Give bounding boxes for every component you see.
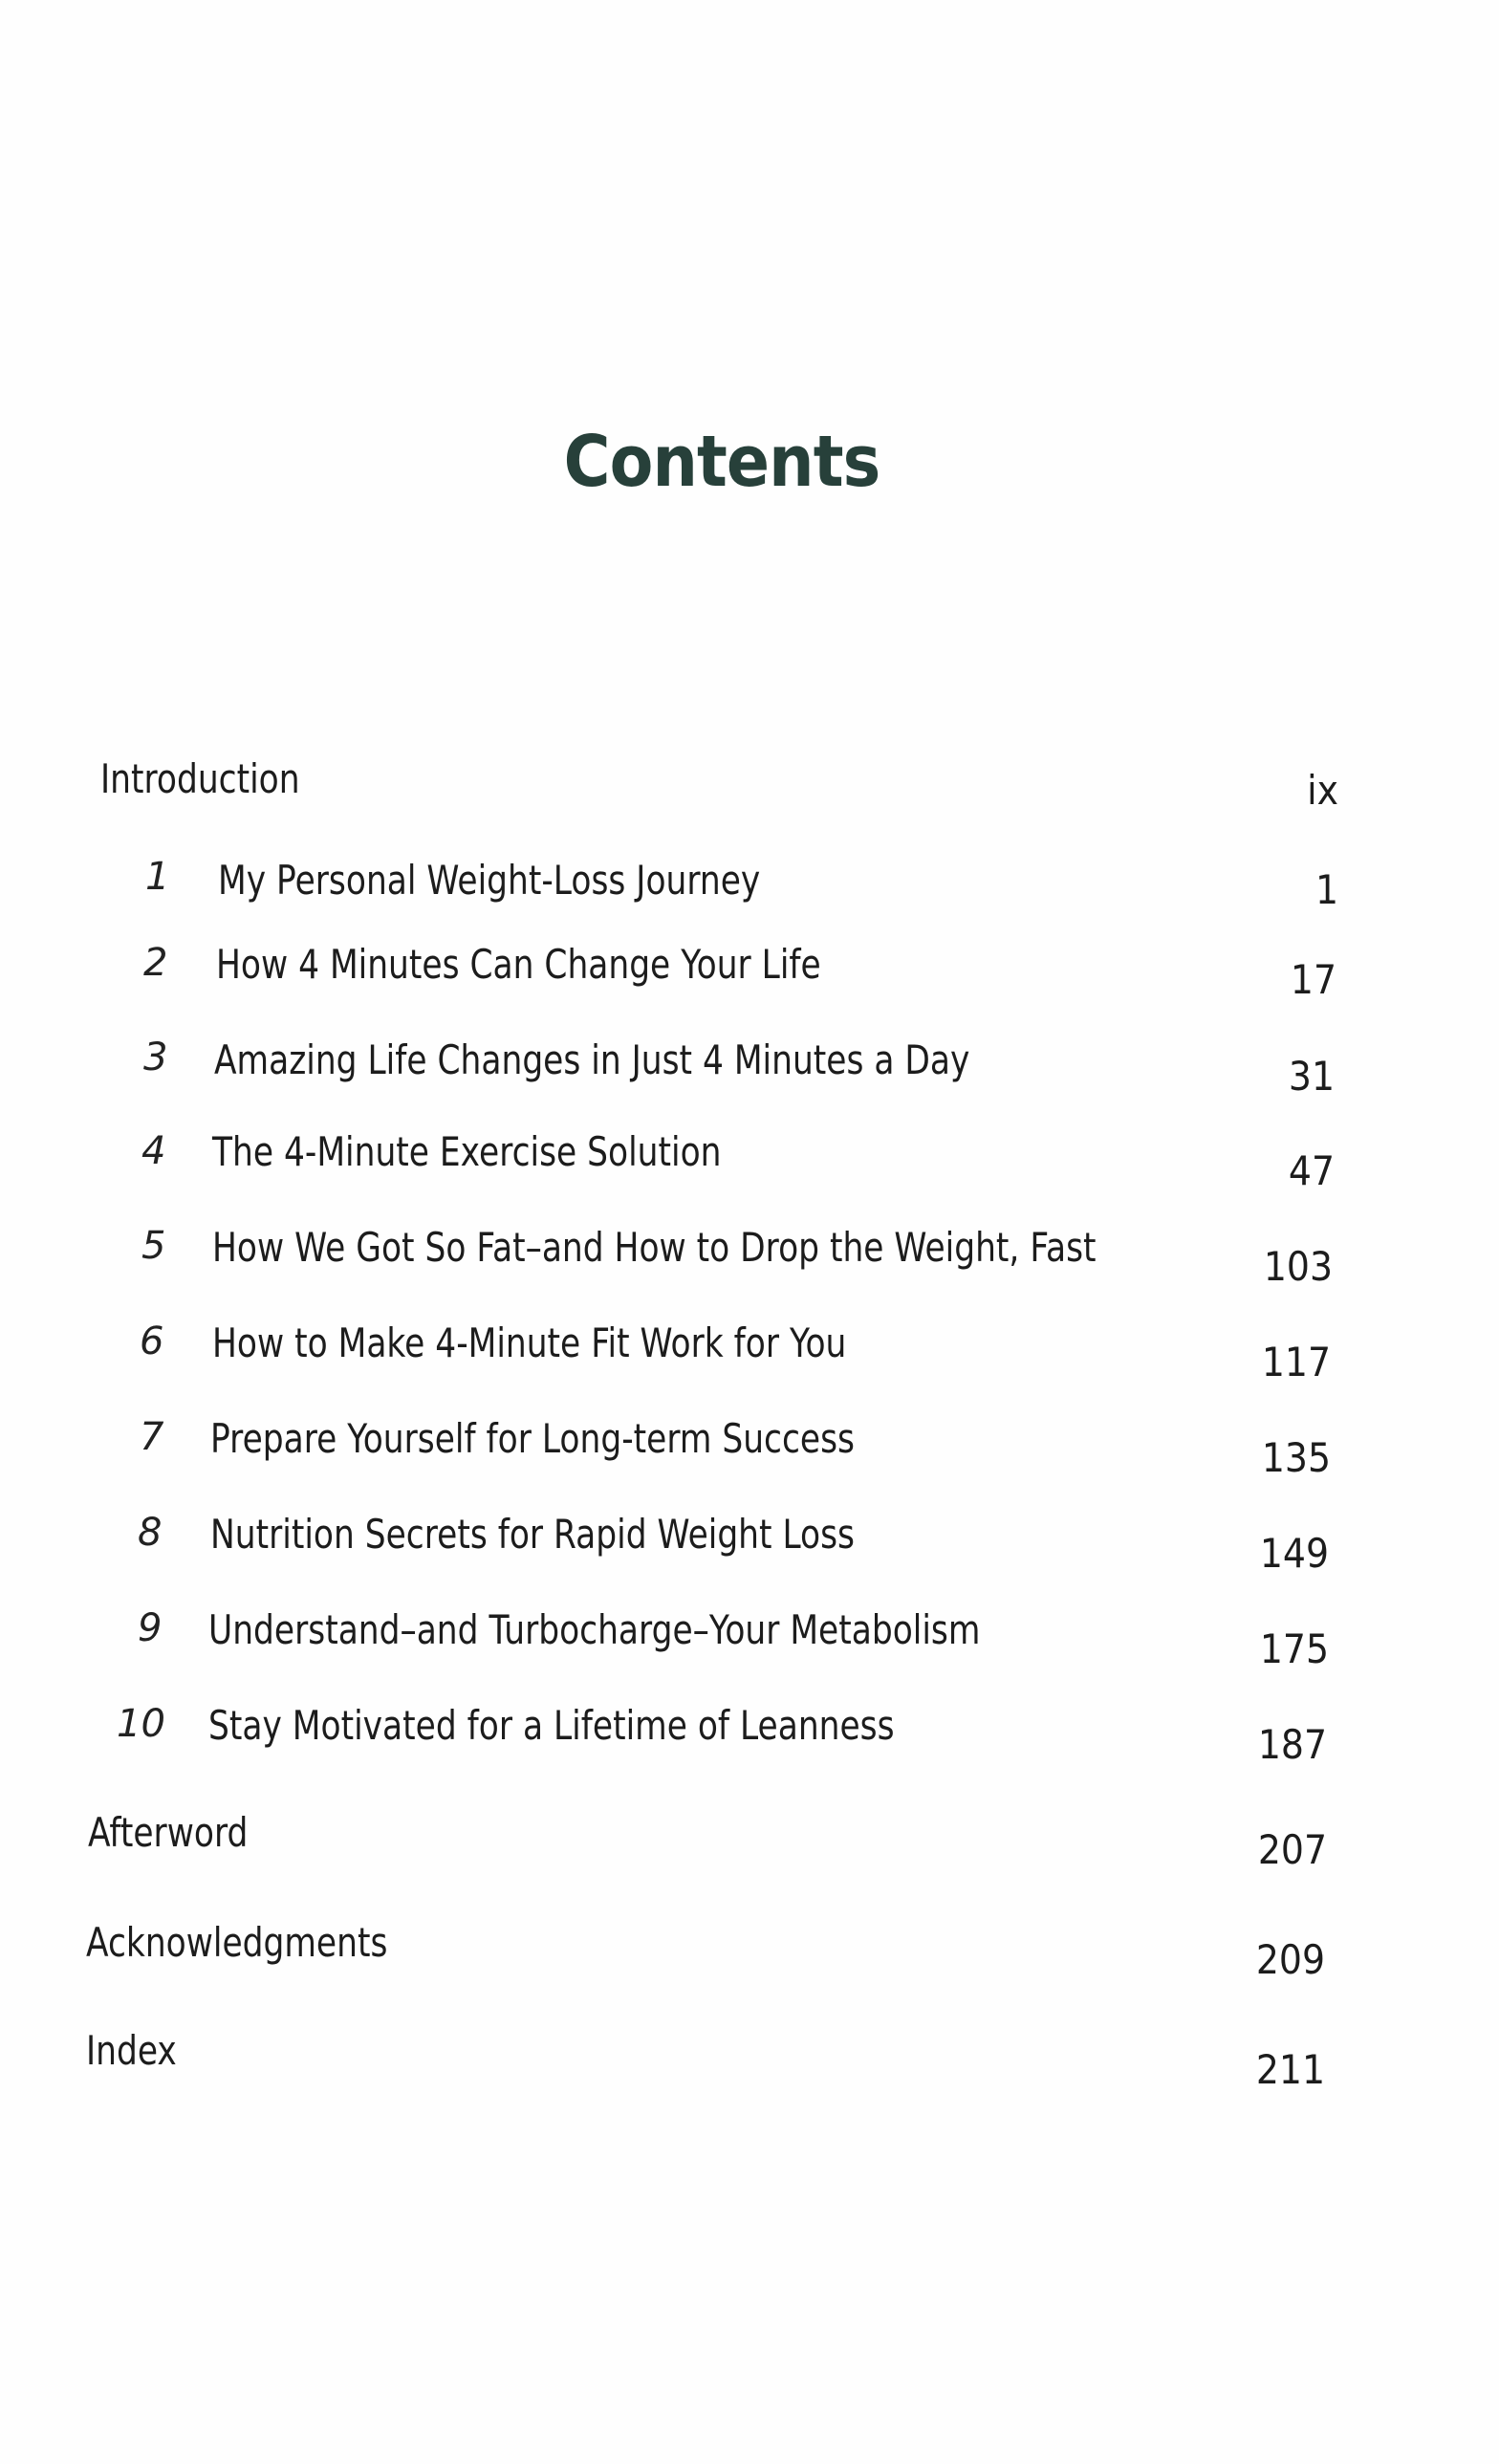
toc-entry-page: 211 bbox=[1255, 2046, 1325, 2093]
toc-entry-title: Afterword bbox=[88, 1809, 249, 1856]
toc-entry-title: How 4 Minutes Can Change Your Life bbox=[216, 941, 821, 988]
toc-entry-title: Introduction bbox=[100, 755, 300, 802]
toc-entry-number: 3 bbox=[143, 1036, 168, 1079]
toc-entry-index bbox=[0, 2027, 1499, 2099]
toc-entry-chapter-1 bbox=[0, 856, 1499, 913]
toc-entry-page: 1 bbox=[1314, 866, 1338, 913]
toc-entry-title: How We Got So Fat–and How to Drop the Weight, Fast bbox=[212, 1224, 1097, 1271]
toc-entry-page: 209 bbox=[1255, 1936, 1325, 1983]
toc-entry-number: 4 bbox=[141, 1129, 166, 1173]
toc-entry-chapter-10 bbox=[0, 1702, 1499, 1774]
toc-entry-chapter-6 bbox=[0, 1319, 1499, 1391]
toc-entry-title: Stay Motivated for a Lifetime of Leanness bbox=[208, 1702, 895, 1749]
toc-entry-title: My Personal Weight-Loss Journey bbox=[218, 857, 761, 904]
toc-entry-page: 17 bbox=[1290, 956, 1336, 1003]
toc-entry-number: 5 bbox=[141, 1224, 166, 1268]
toc-entry-number: 2 bbox=[143, 941, 168, 985]
toc-entry-number: 8 bbox=[138, 1511, 163, 1555]
toc-entry-chapter-9 bbox=[0, 1606, 1499, 1678]
toc-entry-page: 175 bbox=[1259, 1625, 1329, 1672]
toc-entry-number: 10 bbox=[117, 1702, 165, 1746]
toc-entry-chapter-2 bbox=[0, 941, 1499, 1009]
toc-entry-title: Prepare Yourself for Long-term Success bbox=[210, 1415, 856, 1462]
toc-entry-chapter-7 bbox=[0, 1415, 1499, 1487]
toc-entry-number: 9 bbox=[138, 1606, 163, 1650]
toc-entry-page: 117 bbox=[1261, 1339, 1331, 1385]
toc-entry-chapter-5 bbox=[0, 1224, 1499, 1296]
toc-entry-afterword bbox=[0, 1809, 1499, 1879]
toc-entry-page: 187 bbox=[1257, 1721, 1327, 1768]
toc-entry-page: 149 bbox=[1259, 1530, 1329, 1577]
toc-entry-chapter-8 bbox=[0, 1511, 1499, 1582]
toc-entry-page: 135 bbox=[1261, 1434, 1331, 1481]
toc-entry-title: Amazing Life Changes in Just 4 Minutes a Day bbox=[214, 1036, 970, 1083]
toc-entry-chapter-4 bbox=[0, 1128, 1499, 1200]
toc-entry-page: ix bbox=[1307, 767, 1338, 814]
toc-entry-title: The 4-Minute Exercise Solution bbox=[212, 1128, 722, 1175]
toc-entry-page: 31 bbox=[1288, 1053, 1335, 1100]
toc-entry-page: 47 bbox=[1288, 1147, 1335, 1194]
toc-entry-number: 6 bbox=[140, 1319, 164, 1363]
toc-entry-page: 103 bbox=[1263, 1243, 1333, 1290]
toc-entry-title: Nutrition Secrets for Rapid Weight Loss bbox=[210, 1511, 856, 1558]
toc-entry-introduction bbox=[0, 751, 1499, 814]
toc-entry-page: 207 bbox=[1257, 1826, 1327, 1873]
toc-entry-title: Acknowledgments bbox=[86, 1919, 388, 1966]
toc-entry-chapter-3 bbox=[0, 1036, 1499, 1104]
toc-entry-number: 1 bbox=[145, 855, 170, 899]
toc-entry-acknowledgments bbox=[0, 1919, 1499, 1989]
page-title: Contents bbox=[563, 421, 880, 503]
toc-entry-title: Understand–and Turbocharge–Your Metabolism bbox=[208, 1606, 981, 1653]
toc-entry-number: 7 bbox=[140, 1415, 164, 1459]
toc-entry-title: How to Make 4-Minute Fit Work for You bbox=[212, 1319, 847, 1366]
toc-entry-title: Index bbox=[86, 2027, 177, 2074]
